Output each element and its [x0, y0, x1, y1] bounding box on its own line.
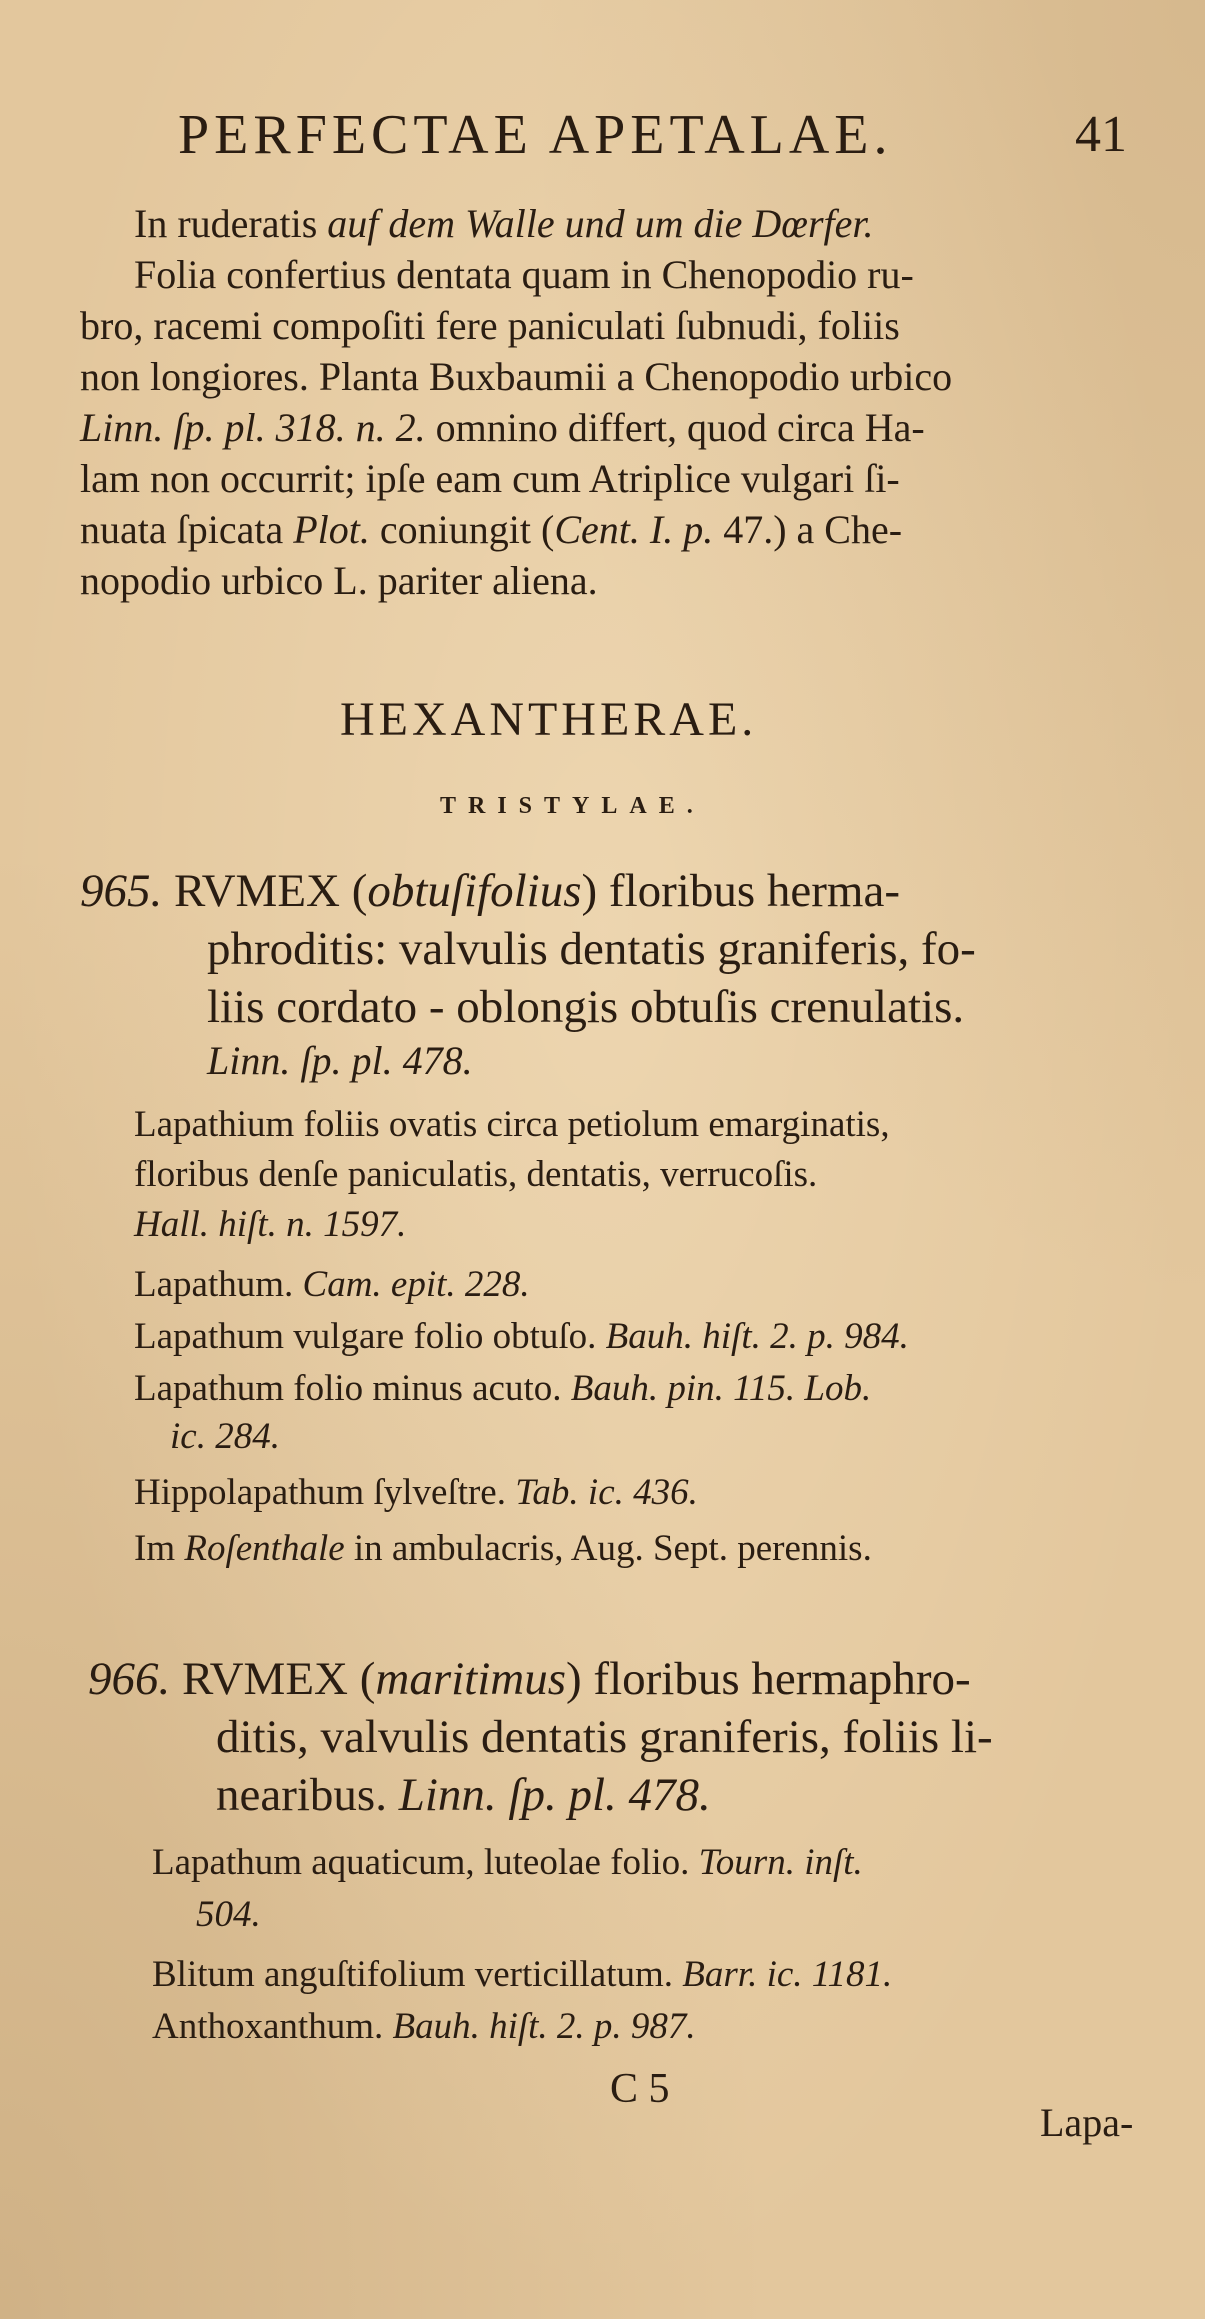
species-name: obtuſifolius — [367, 865, 582, 917]
entry-965-line-1: 965. RVMEX (obtuſifolius) floribus herma- — [80, 865, 900, 917]
catchword: Lapa- — [1040, 2100, 1134, 2145]
intro-line-1: In ruderatis auf dem Walle und um die Dœrfer. — [134, 201, 874, 246]
species-name: maritimus — [375, 1653, 567, 1705]
intro-line-5: Linn. ſp. pl. 318. n. 2. omnino differt, quod circa Ha- — [80, 405, 925, 450]
synonym-966-2: Blitum anguſtifolium verticillatum. Barr. ic. 1181. — [152, 1954, 893, 1995]
page-header — [0, 100, 1205, 170]
synonym-965-4c: ic. 284. — [170, 1416, 280, 1457]
intro-line-3: bro, racemi compoſiti fere paniculati ſubnudi, foliis — [80, 303, 900, 348]
intro-line-6: lam non occurrit; ipſe eam cum Atriplice vulgari ſi- — [80, 456, 900, 501]
genus-name: RVMEX — [174, 865, 340, 917]
habitat-965: Im Roſenthale in ambulacris, Aug. Sept. perennis. — [134, 1528, 872, 1569]
entry-965-line-2: phroditis: valvulis dentatis graniferis, fo- — [207, 923, 976, 975]
genus-name: RVMEX — [182, 1653, 348, 1705]
entry-966-line-1: 966. RVMEX (maritimus) floribus hermaphro- — [88, 1653, 971, 1705]
synonym-965-1a: Lapathium foliis ovatis circa petiolum emarginatis, — [134, 1104, 890, 1145]
synonym-965-2: Lapathum. Cam. epit. 228. — [134, 1264, 530, 1305]
page-number: 41 — [1075, 106, 1127, 163]
entry-965-reference: Linn. ſp. pl. 478. — [207, 1038, 473, 1083]
signature-mark: C 5 — [610, 2066, 670, 2112]
intro-line-8: nopodio urbico L. pariter aliena. — [80, 558, 598, 603]
synonym-966-1: Lapathum aquaticum, luteolae folio. Tourn. inſt. — [152, 1842, 863, 1883]
running-head: PERFECTAE APETALAE. — [178, 104, 893, 166]
entry-966-line-2: ditis, valvulis dentatis graniferis, foliis li- — [216, 1711, 993, 1763]
entry-965-line-3: liis cordato - oblongis obtuſis crenulatis. — [207, 981, 965, 1033]
synonym-965-5: Hippolapathum ſylveſtre. Tab. ic. 436. — [134, 1472, 698, 1513]
entry-number: 966. — [88, 1653, 171, 1705]
section-subtitle: TRISTYLAE. — [440, 793, 705, 819]
section-title: HEXANTHERAE. — [340, 693, 758, 746]
intro-line-4: non longiores. Planta Buxbaumii a Chenopodio urbico — [80, 354, 953, 399]
synonym-966-3: Anthoxanthum. Bauh. hiſt. 2. p. 987. — [152, 2006, 696, 2047]
synonym-966-1c: 504. — [196, 1894, 261, 1935]
synonym-965-1b: floribus denſe paniculatis, dentatis, verrucoſis. — [134, 1154, 818, 1195]
intro-line-2: Folia confertius dentata quam in Chenopodio ru- — [134, 252, 914, 297]
entry-966-line-3: nearibus. Linn. ſp. pl. 478. — [216, 1769, 711, 1821]
synonym-965-3: Lapathum vulgare folio obtuſo. Bauh. hiſt. 2. p. 984. — [134, 1316, 909, 1357]
synonym-965-4: Lapathum folio minus acuto. Bauh. pin. 115. Lob. — [134, 1368, 872, 1409]
entry-number: 965. — [80, 865, 163, 917]
synonym-965-1c: Hall. hiſt. n. 1597. — [134, 1204, 407, 1245]
intro-line-7: nuata ſpicata Plot. coniungit (Cent. I. p. 47.) a Che- — [80, 507, 903, 552]
